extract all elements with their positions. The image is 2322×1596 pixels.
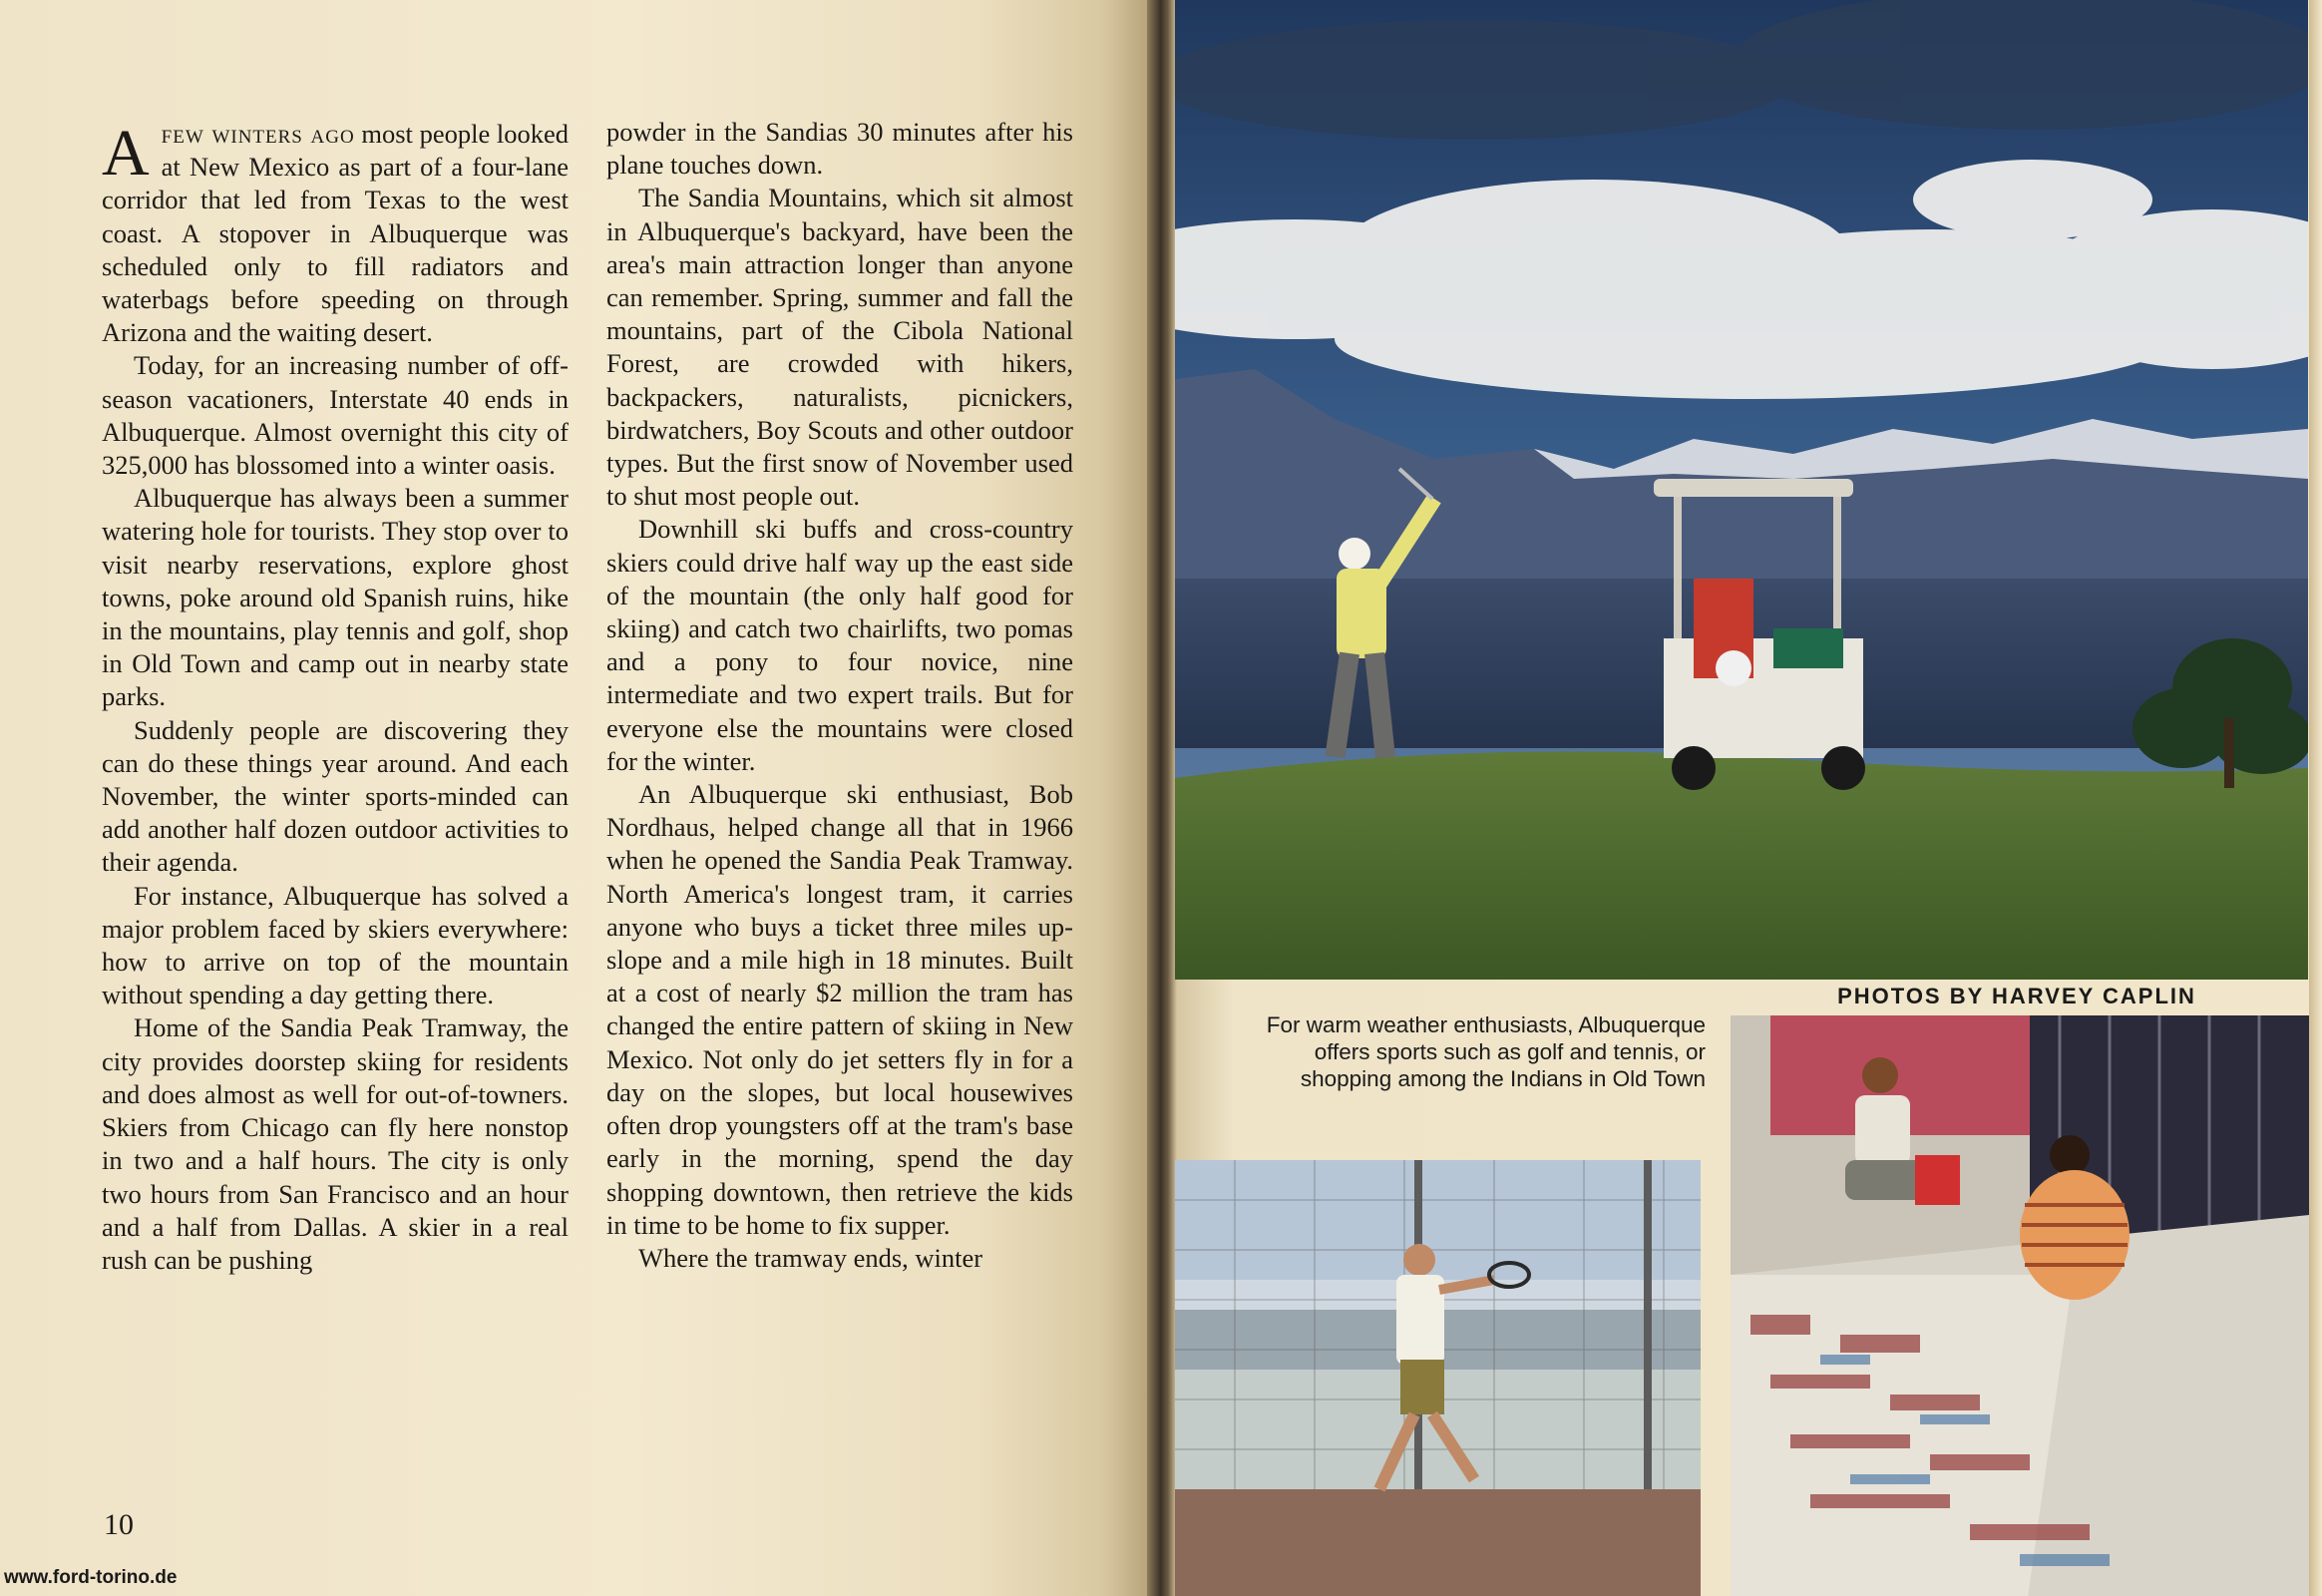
watermark-link[interactable]: www.ford-torino.de [4, 1567, 178, 1588]
page-number: 10 [104, 1508, 134, 1541]
lead-text: most people looked at New Mexico as part of a four-lane corridor that led from Texas to the west coast. A stopover in Albuquerque was scheduled only to fill radiators and waterbags before speeding on through Arizona and the waiting desert. [102, 119, 569, 348]
tennis-photo [1175, 1160, 1701, 1596]
golf-photo [1175, 0, 2308, 980]
photo-credit: PHOTOS BY HARVEY CAPLIN [1837, 984, 2196, 1008]
article-column-2 [606, 116, 1073, 1275]
article-paragraph: An Albuquerque ski enthusiast, Bob Nordhaus, helped change all that in 1966 when he opened the Sandia Peak Tramway. North America's longest tram, it carries anyone who buys a ticket three miles up-slope and a mile high in 18 minutes. Built at a cost of nearly $2 million the tram has changed the entire pattern of skiing in New Mexico. Not only do jet setters fly in for a day on the slopes, but local housewives often drop youngsters off at the tram's base early in the morning, spend the day shopping downtown, then retrieve the kids in time to be home to fix supper. [606, 779, 1073, 1240]
article-paragraph: For instance, Albuquerque has solved a major problem faced by skiers everywhere: how to arrive on top of the mountain without spending a day getting there. [102, 880, 569, 1010]
article-paragraph: The Sandia Mountains, which sit almost in Albuquerque's backyard, have been the area's main attraction longer than anyone can remember. Spring, summer and fall the mountains, part of the Cibola National Forest, are crowded with hikers, backpackers, naturalists, picnickers, birdwatchers, Boy Scouts and other outdoor types. But the first snow of November used to shut most people out. [606, 183, 1073, 512]
article-paragraph: Albuquerque has always been a summer watering hole for tourists. They stop over to visit nearby reservations, explore ghost towns, poke around old Spanish ruins, hike in the mountains, play tennis and golf, shop in Old Town and camp out in nearby state parks. [102, 483, 569, 712]
article-paragraph: Where the tramway ends, winter [638, 1242, 983, 1273]
market-illustration [1731, 1015, 2309, 1596]
left-page [0, 0, 1147, 1596]
article-paragraph: Downhill ski buffs and cross-country skiers could drive half way up the east side of the mountain (the only half good for skiing) and catch two chairlifts, two pomas and a pony to four novice, nine intermediate and two expert trails. But for everyone else the mountains were closed for the winter. [606, 514, 1073, 776]
market-photo [1731, 1015, 2309, 1596]
article-column-1 [102, 118, 569, 1277]
article-paragraph: Suddenly people are discovering they can do these things year around. And each November, the winter sports-minded can add another half dozen outdoor activities to their agenda. [102, 714, 569, 878]
page-edge [2309, 0, 2322, 1596]
article-paragraph [102, 118, 569, 349]
article-paragraph: Home of the Sandia Peak Tramway, the city provides doorstep skiing for residents and does almost as well for out-of-towners. Skiers from Chicago can fly here nonstop in two and a half hours. The city is only two hours from San Francisco and an hour and a half from Dallas. A skier in a real rush can be pushing [102, 1012, 569, 1275]
article-paragraph: powder in the Sandias 30 minutes after his plane touches down. [606, 117, 1073, 181]
book-gutter [1147, 0, 1177, 1596]
photo-caption: For warm weather enthusiasts, Albuquerque offers sports such as golf and tennis, or shopping among the Indians in Old Town [1266, 1012, 1706, 1091]
drop-cap: A [102, 117, 150, 190]
golf-illustration [1175, 0, 2308, 980]
article-paragraph: Today, for an increasing number of off-season vacationers, Interstate 40 ends in Albuquerque. Almost overnight this city of 325,000 has blossomed into a winter oasis. [102, 350, 569, 481]
lead-smallcaps: few winters ago [161, 119, 355, 149]
tennis-illustration [1175, 1160, 1701, 1596]
